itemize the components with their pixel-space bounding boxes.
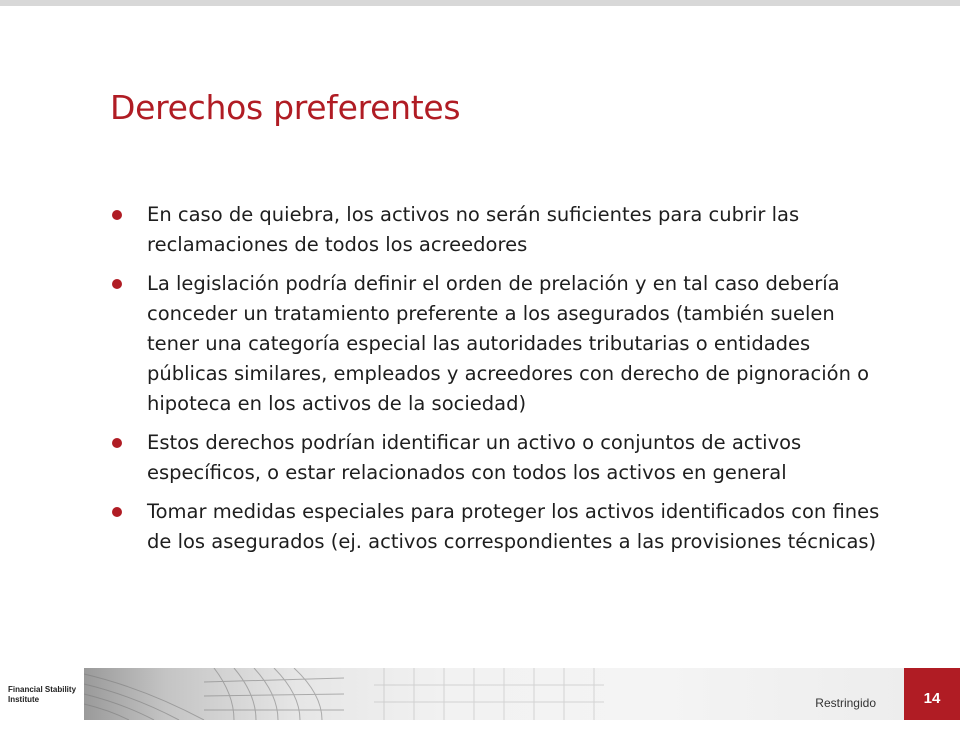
fsi-logo <box>0 668 84 720</box>
bullet-text: La legislación podría definir el orden de prelación y en tal caso debería conceder un tratamiento preferente a los asegurados (también suelen tener una categoría especial las autoridades tributarias o entidades públicas similares, empleados y acreedores con derecho de pignoración o hipoteca en los activos de la sociedad) <box>147 272 870 415</box>
bullet-dot-icon <box>112 210 122 220</box>
list-item <box>110 200 890 260</box>
list-item <box>110 269 890 419</box>
bullet-text: Tomar medidas especiales para proteger los activos identificados con fines de los asegurados (ej. activos correspondientes a las provisiones técnicas) <box>147 500 880 553</box>
bullet-dot-icon <box>112 507 122 517</box>
bullet-text: En caso de quiebra, los activos no serán suficientes para cubrir las reclamaciones de todos los acreedores <box>147 203 800 256</box>
slide-title: Derechos preferentes <box>110 88 461 127</box>
page-number: 14 <box>904 668 960 720</box>
bullet-dot-icon <box>112 438 122 448</box>
list-item <box>110 497 890 557</box>
logo-text-line1: Financial Stability <box>8 685 77 694</box>
classification-label: Restringido <box>815 696 876 710</box>
logo-text-line2: Institute <box>8 695 40 704</box>
footer-building-image <box>84 668 904 720</box>
bullet-dot-icon <box>112 279 122 289</box>
bullet-list <box>110 200 890 566</box>
footer <box>0 668 960 720</box>
top-bar <box>0 0 960 6</box>
bullet-text: Estos derechos podrían identificar un activo o conjuntos de activos específicos, o estar relacionados con todos los activos en general <box>147 431 802 484</box>
building-illustration <box>84 668 904 720</box>
list-item <box>110 428 890 488</box>
